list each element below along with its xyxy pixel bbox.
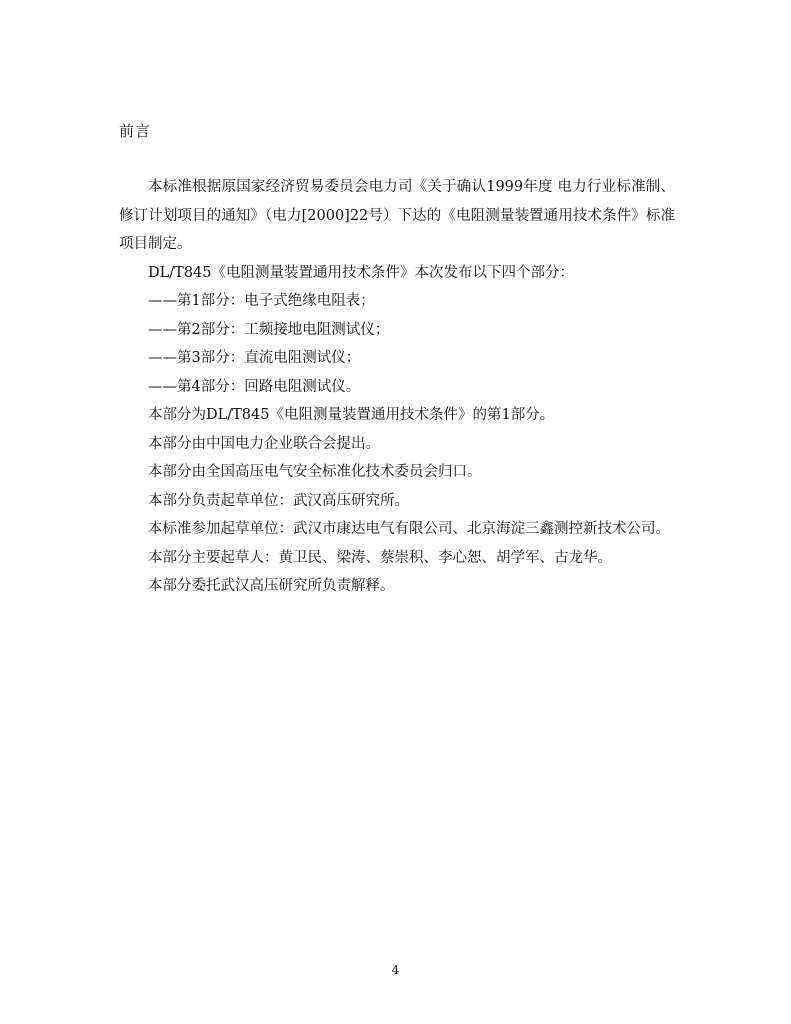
paragraph-interpretation: 本部分委托武汉高压研究所负责解释。 (148, 578, 395, 594)
paragraph-part-2: ——第2部分：工频接地电阻测试仪； (148, 321, 390, 338)
section-heading: 前言 (119, 122, 152, 140)
page-number: 4 (391, 963, 400, 977)
paragraph-part-4: ——第4部分：回路电阻测试仪。 (148, 378, 361, 395)
paragraph-participating-units: 本标准参加起草单位：武汉市康达电气有限公司、北京海淀三鑫测控新技术公司。 (148, 521, 670, 537)
paragraph-drafting-unit: 本部分负责起草单位：武汉高压研究所。 (148, 492, 409, 509)
paragraph-part-3: ——第3部分：直流电阻测试仪； (148, 350, 361, 366)
paragraph-origin: 本标准根据原国家经济贸易委员会电力司《关于确认1999年度 电力行业标准制、修订计划项目的通知》（电力[2000]22号）下达的《电阻测量装置通用技术条件》标准项目制定。 (119, 179, 675, 252)
paragraph-proposer: 本部分由中国电力企业联合会提出。 (148, 435, 380, 452)
foreword-body (119, 173, 675, 601)
paragraph-parts-intro: DL/T845《电阻测量装置通用技术条件》本次发布以下四个部分： (148, 264, 574, 281)
paragraph-committee: 本部分由全国高压电气安全标准化技术委员会归口。 (148, 464, 482, 480)
paragraph-part-1: ——第1部分：电子式绝缘电阻表； (148, 293, 375, 309)
paragraph-drafters: 本部分主要起草人：黄卫民、梁涛、蔡崇积、李心恕、胡学军、古龙华。 (148, 549, 612, 566)
paragraph-this-part: 本部分为DL/T845《电阻测量装置通用技术条件》的第1部分。 (148, 407, 555, 423)
